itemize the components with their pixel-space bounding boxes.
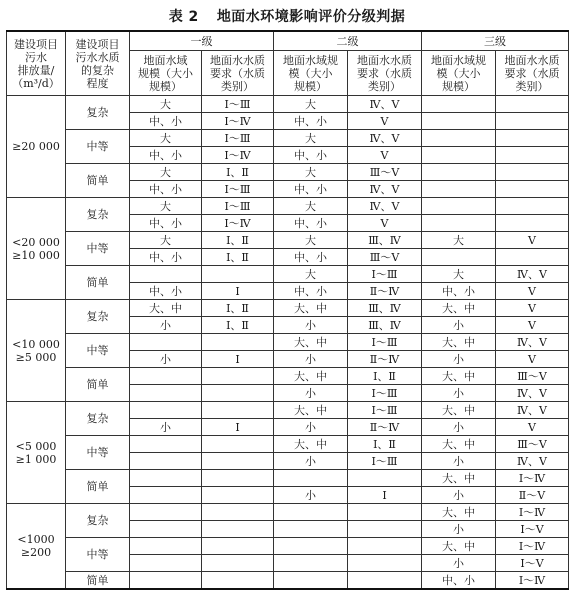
level1-quality-cell: Ⅰ、Ⅱ — [202, 232, 274, 249]
level3-scale-cell: 小 — [422, 555, 496, 572]
header-line: 类别） — [368, 79, 401, 93]
level3-quality-cell — [496, 198, 569, 215]
level3-scale-cell: 小 — [422, 351, 496, 368]
level3-quality-cell: Ⅲ～Ⅴ — [496, 368, 569, 385]
level2-quality-cell: Ⅱ～Ⅳ — [348, 351, 422, 368]
header-row-levels — [7, 31, 569, 51]
level3-quality-cell: Ⅳ、Ⅴ — [496, 385, 569, 402]
level1-scale-cell — [130, 334, 202, 351]
level3-quality-cell — [496, 96, 569, 113]
level2-quality-cell: Ⅴ — [348, 215, 422, 232]
header-line: 地面水水质 — [210, 53, 265, 67]
header-line: 建设项目 — [75, 37, 120, 51]
level2-scale-cell: 小 — [274, 351, 348, 368]
level3-quality-cell: Ⅳ、Ⅴ — [496, 266, 569, 283]
level1-scale-cell: 中、小 — [130, 215, 202, 232]
discharge-volume-cell — [7, 504, 66, 590]
level2-quality-cell: Ⅰ、Ⅱ — [348, 368, 422, 385]
header-line: 规模（大小 — [138, 66, 193, 80]
level1-quality-cell: Ⅰ、Ⅱ — [202, 317, 274, 334]
level3-scale-cell — [422, 96, 496, 113]
level2-scale-cell: 大、中 — [274, 368, 348, 385]
level2-scale-cell — [274, 504, 348, 521]
level1-scale-cell — [130, 453, 202, 470]
header-line: 污水 — [25, 50, 47, 64]
level3-scale-cell: 大、中 — [422, 470, 496, 487]
table-row — [7, 164, 569, 181]
level1-quality-cell — [202, 436, 274, 453]
level1-quality-cell — [202, 521, 274, 538]
level2-quality-cell: Ⅳ、Ⅴ — [348, 130, 422, 147]
level1-scale-cell — [130, 470, 202, 487]
table-row — [7, 504, 569, 521]
level2-scale-cell: 大、中 — [274, 300, 348, 317]
header-scale-3 — [422, 51, 496, 96]
header-line: 规模） — [442, 79, 475, 93]
complexity-cell: 中等 — [66, 232, 130, 266]
level2-quality-cell — [348, 538, 422, 555]
level2-quality-cell — [348, 555, 422, 572]
level2-scale-cell: 中、小 — [274, 215, 348, 232]
table-row — [7, 538, 569, 555]
level3-scale-cell — [422, 249, 496, 266]
level2-quality-cell: Ⅲ、Ⅳ — [348, 232, 422, 249]
level3-scale-cell: 大、中 — [422, 436, 496, 453]
level1-scale-cell: 中、小 — [130, 147, 202, 164]
level2-quality-cell: Ⅰ — [348, 487, 422, 504]
level1-quality-cell: Ⅰ、Ⅱ — [202, 164, 274, 181]
level2-quality-cell: Ⅰ～Ⅲ — [348, 266, 422, 283]
level2-quality-cell: Ⅰ～Ⅲ — [348, 385, 422, 402]
complexity-cell: 复杂 — [66, 300, 130, 334]
level1-quality-cell — [202, 385, 274, 402]
level3-scale-cell: 小 — [422, 385, 496, 402]
level3-quality-cell: Ⅰ～Ⅴ — [496, 555, 569, 572]
complexity-cell: 复杂 — [66, 402, 130, 436]
level1-quality-cell: Ⅰ — [202, 419, 274, 436]
level2-quality-cell: Ⅳ、Ⅴ — [348, 96, 422, 113]
level3-scale-cell: 小 — [422, 317, 496, 334]
level1-scale-cell: 大 — [130, 232, 202, 249]
level3-scale-cell — [422, 113, 496, 130]
level2-quality-cell — [348, 470, 422, 487]
level1-quality-cell: Ⅰ～Ⅳ — [202, 215, 274, 232]
level2-scale-cell: 大 — [274, 266, 348, 283]
level1-quality-cell — [202, 453, 274, 470]
level2-scale-cell: 小 — [274, 419, 348, 436]
level3-quality-cell — [496, 113, 569, 130]
level3-scale-cell: 中、小 — [422, 572, 496, 590]
level1-scale-cell — [130, 368, 202, 385]
header-line: 地面水域 — [143, 53, 188, 67]
level3-scale-cell — [422, 198, 496, 215]
level3-scale-cell: 大、中 — [422, 538, 496, 555]
level3-quality-cell: Ⅴ — [496, 232, 569, 249]
level3-quality-cell: Ⅳ、Ⅴ — [496, 334, 569, 351]
level3-scale-cell: 小 — [422, 419, 496, 436]
level3-scale-cell: 小 — [422, 487, 496, 504]
table-title: 地面水环境影响评价分级判据 — [216, 9, 406, 25]
level3-quality-cell: Ⅰ～Ⅴ — [496, 521, 569, 538]
level1-scale-cell: 中、小 — [130, 249, 202, 266]
complexity-cell: 简单 — [66, 266, 130, 300]
header-line: 要求（水质 — [357, 66, 412, 80]
level2-quality-cell: Ⅳ、Ⅴ — [348, 181, 422, 198]
level1-scale-cell — [130, 521, 202, 538]
complexity-cell: 简单 — [66, 572, 130, 590]
level1-quality-cell — [202, 334, 274, 351]
level2-quality-cell — [348, 504, 422, 521]
header-line: 排放量/ — [17, 63, 55, 77]
level1-scale-cell — [130, 402, 202, 419]
level2-quality-cell: Ⅴ — [348, 147, 422, 164]
header-line: 类别） — [221, 79, 254, 93]
header-level-1: 一级 — [130, 31, 274, 51]
level2-scale-cell: 大、中 — [274, 334, 348, 351]
header-line: 模（大小 — [436, 66, 481, 80]
level3-quality-cell: Ⅲ～Ⅴ — [496, 436, 569, 453]
table-row — [7, 232, 569, 249]
level2-scale-cell: 大 — [274, 164, 348, 181]
header-level-3: 三级 — [422, 31, 569, 51]
level3-quality-cell: Ⅴ — [496, 351, 569, 368]
header-quality-3 — [496, 51, 569, 96]
header-line: 地面水水质 — [357, 53, 412, 67]
header-line: 程度 — [86, 76, 109, 90]
level2-quality-cell: Ⅰ、Ⅱ — [348, 436, 422, 453]
discharge-volume-line: <5 000 — [15, 439, 57, 453]
table-row — [7, 402, 569, 419]
level3-scale-cell — [422, 181, 496, 198]
level3-scale-cell: 大 — [422, 266, 496, 283]
level2-scale-cell — [274, 470, 348, 487]
header-line: 的复杂 — [81, 63, 114, 77]
discharge-volume-cell — [7, 198, 66, 300]
header-line: 要求（水质 — [210, 66, 265, 80]
level1-quality-cell — [202, 368, 274, 385]
level2-scale-cell: 中、小 — [274, 147, 348, 164]
level3-quality-cell — [496, 215, 569, 232]
header-line: 地面水水质 — [504, 53, 560, 67]
header-quality-2 — [348, 51, 422, 96]
complexity-cell: 中等 — [66, 436, 130, 470]
discharge-volume-line: ≥10 000 — [12, 248, 60, 262]
discharge-volume-cell — [7, 402, 66, 504]
table-row — [7, 96, 569, 113]
level2-scale-cell: 大 — [274, 96, 348, 113]
level2-scale-cell — [274, 555, 348, 572]
level2-quality-cell: Ⅱ～Ⅳ — [348, 283, 422, 300]
discharge-volume-line: ≥20 000 — [12, 140, 60, 153]
level1-quality-cell — [202, 266, 274, 283]
table-row — [7, 130, 569, 147]
level3-scale-cell: 大、中 — [422, 334, 496, 351]
level2-scale-cell — [274, 538, 348, 555]
level1-scale-cell: 大 — [130, 164, 202, 181]
level3-quality-cell: Ⅰ～Ⅳ — [496, 572, 569, 590]
level1-scale-cell — [130, 385, 202, 402]
level2-scale-cell: 小 — [274, 453, 348, 470]
table-number: 表 2 — [168, 9, 199, 25]
table-body — [7, 96, 569, 590]
level3-quality-cell — [496, 164, 569, 181]
level3-quality-cell: Ⅱ～Ⅴ — [496, 487, 569, 504]
level3-scale-cell: 中、小 — [422, 283, 496, 300]
level3-quality-cell: Ⅰ～Ⅳ — [496, 470, 569, 487]
table-row — [7, 266, 569, 283]
level1-quality-cell: Ⅰ～Ⅲ — [202, 130, 274, 147]
level2-quality-cell: Ⅲ、Ⅳ — [348, 300, 422, 317]
table-caption — [0, 6, 574, 26]
level1-quality-cell — [202, 470, 274, 487]
level3-scale-cell: 小 — [422, 521, 496, 538]
level2-quality-cell: Ⅳ、Ⅴ — [348, 198, 422, 215]
level3-scale-cell: 小 — [422, 453, 496, 470]
complexity-cell: 复杂 — [66, 198, 130, 232]
level2-scale-cell: 中、小 — [274, 249, 348, 266]
level3-scale-cell: 大 — [422, 232, 496, 249]
discharge-volume-line: <20 000 — [12, 235, 60, 249]
level1-scale-cell — [130, 266, 202, 283]
level1-quality-cell — [202, 487, 274, 504]
level1-scale-cell: 大 — [130, 130, 202, 147]
level1-scale-cell: 中、小 — [130, 181, 202, 198]
level1-scale-cell: 小 — [130, 317, 202, 334]
level1-quality-cell: Ⅰ～Ⅳ — [202, 147, 274, 164]
table-row — [7, 436, 569, 453]
level2-quality-cell: Ⅰ～Ⅲ — [348, 334, 422, 351]
level1-quality-cell — [202, 555, 274, 572]
level3-scale-cell — [422, 215, 496, 232]
level3-quality-cell — [496, 130, 569, 147]
table-row — [7, 470, 569, 487]
level1-scale-cell: 中、小 — [130, 113, 202, 130]
level2-quality-cell: Ⅲ、Ⅳ — [348, 317, 422, 334]
level1-quality-cell — [202, 538, 274, 555]
complexity-cell: 复杂 — [66, 96, 130, 130]
level3-quality-cell: Ⅴ — [496, 283, 569, 300]
header-line: 污水水质 — [75, 50, 120, 64]
level3-scale-cell — [422, 130, 496, 147]
level3-scale-cell — [422, 164, 496, 181]
level1-quality-cell — [202, 572, 274, 590]
level2-scale-cell: 大 — [274, 198, 348, 215]
level2-quality-cell: Ⅰ～Ⅲ — [348, 402, 422, 419]
level3-quality-cell: Ⅳ、Ⅴ — [496, 402, 569, 419]
level3-quality-cell: Ⅰ～Ⅳ — [496, 504, 569, 521]
level1-scale-cell — [130, 504, 202, 521]
level2-scale-cell: 大 — [274, 130, 348, 147]
level2-quality-cell: Ⅱ～Ⅳ — [348, 419, 422, 436]
level1-quality-cell: Ⅰ～Ⅲ — [202, 181, 274, 198]
level3-quality-cell: Ⅴ — [496, 300, 569, 317]
level3-quality-cell: Ⅴ — [496, 317, 569, 334]
header-level-2: 二级 — [274, 31, 422, 51]
level2-quality-cell — [348, 521, 422, 538]
header-line: 规模） — [149, 79, 182, 93]
level2-scale-cell: 大、中 — [274, 402, 348, 419]
level3-scale-cell: 大、中 — [422, 368, 496, 385]
discharge-volume-line: <10 000 — [12, 337, 60, 351]
level3-quality-cell — [496, 147, 569, 164]
level2-scale-cell: 中、小 — [274, 181, 348, 198]
complexity-cell: 中等 — [66, 130, 130, 164]
level3-scale-cell — [422, 147, 496, 164]
level3-quality-cell — [496, 249, 569, 266]
complexity-cell: 中等 — [66, 334, 130, 368]
level1-scale-cell — [130, 572, 202, 590]
level1-quality-cell — [202, 402, 274, 419]
level1-quality-cell: Ⅰ、Ⅱ — [202, 300, 274, 317]
header-scale-1 — [130, 51, 202, 96]
complexity-cell: 中等 — [66, 538, 130, 572]
header-line: 类别） — [515, 79, 549, 93]
table-row — [7, 334, 569, 351]
level2-scale-cell: 中、小 — [274, 113, 348, 130]
header-scale-2 — [274, 51, 348, 96]
level1-quality-cell: Ⅰ — [202, 351, 274, 368]
level2-scale-cell: 大 — [274, 232, 348, 249]
level1-scale-cell — [130, 538, 202, 555]
level3-scale-cell: 大、中 — [422, 402, 496, 419]
discharge-volume-cell — [7, 300, 66, 402]
header-line: 要求（水质 — [504, 66, 560, 80]
level3-scale-cell: 大、中 — [422, 504, 496, 521]
table-row — [7, 368, 569, 385]
level1-scale-cell: 大 — [130, 96, 202, 113]
level2-quality-cell: Ⅲ～Ⅴ — [348, 249, 422, 266]
level1-quality-cell — [202, 504, 274, 521]
level3-quality-cell: Ⅰ～Ⅳ — [496, 538, 569, 555]
table-row — [7, 198, 569, 215]
level2-quality-cell: Ⅰ～Ⅲ — [348, 453, 422, 470]
header-line: （m³/d） — [12, 76, 60, 90]
header-quality-1 — [202, 51, 274, 96]
level1-quality-cell: Ⅰ～Ⅳ — [202, 113, 274, 130]
level3-quality-cell: Ⅳ、Ⅴ — [496, 453, 569, 470]
discharge-volume-line: ≥200 — [20, 546, 52, 559]
level1-scale-cell — [130, 436, 202, 453]
header-discharge-volume — [7, 31, 66, 96]
evaluation-grade-table — [6, 30, 569, 590]
level3-quality-cell: Ⅴ — [496, 419, 569, 436]
level2-quality-cell: Ⅲ～Ⅴ — [348, 164, 422, 181]
level2-quality-cell — [348, 572, 422, 590]
level2-scale-cell: 小 — [274, 487, 348, 504]
header-line: 建设项目 — [14, 37, 58, 51]
complexity-cell: 简单 — [66, 164, 130, 198]
complexity-cell: 复杂 — [66, 504, 130, 538]
level2-scale-cell: 小 — [274, 317, 348, 334]
discharge-volume-line: <1000 — [17, 533, 55, 546]
level3-quality-cell — [496, 181, 569, 198]
level1-quality-cell: Ⅰ～Ⅲ — [202, 198, 274, 215]
level1-quality-cell: Ⅰ — [202, 283, 274, 300]
level3-scale-cell: 大、中 — [422, 300, 496, 317]
level1-scale-cell: 大 — [130, 198, 202, 215]
level1-scale-cell — [130, 555, 202, 572]
complexity-cell: 简单 — [66, 368, 130, 402]
level2-scale-cell: 小 — [274, 385, 348, 402]
complexity-cell: 简单 — [66, 470, 130, 504]
level2-scale-cell: 大、中 — [274, 436, 348, 453]
level2-scale-cell: 中、小 — [274, 283, 348, 300]
discharge-volume-line: ≥5 000 — [15, 350, 57, 364]
header-line: 规模） — [294, 79, 327, 93]
level1-scale-cell: 大、中 — [130, 300, 202, 317]
discharge-volume-cell — [7, 96, 66, 198]
header-line: 地面水域规 — [283, 53, 338, 67]
level1-scale-cell — [130, 487, 202, 504]
level2-scale-cell — [274, 572, 348, 590]
level1-quality-cell: Ⅰ、Ⅱ — [202, 249, 274, 266]
level1-quality-cell: Ⅰ～Ⅲ — [202, 96, 274, 113]
header-complexity — [66, 31, 130, 96]
discharge-volume-line: ≥1 000 — [15, 452, 57, 466]
level1-scale-cell: 小 — [130, 351, 202, 368]
header-line: 地面水域规 — [431, 53, 486, 67]
level1-scale-cell: 中、小 — [130, 283, 202, 300]
level2-quality-cell: Ⅴ — [348, 113, 422, 130]
level1-scale-cell: 小 — [130, 419, 202, 436]
header-line: 模（大小 — [288, 66, 333, 80]
table-row — [7, 300, 569, 317]
table-row — [7, 572, 569, 590]
level2-scale-cell — [274, 521, 348, 538]
